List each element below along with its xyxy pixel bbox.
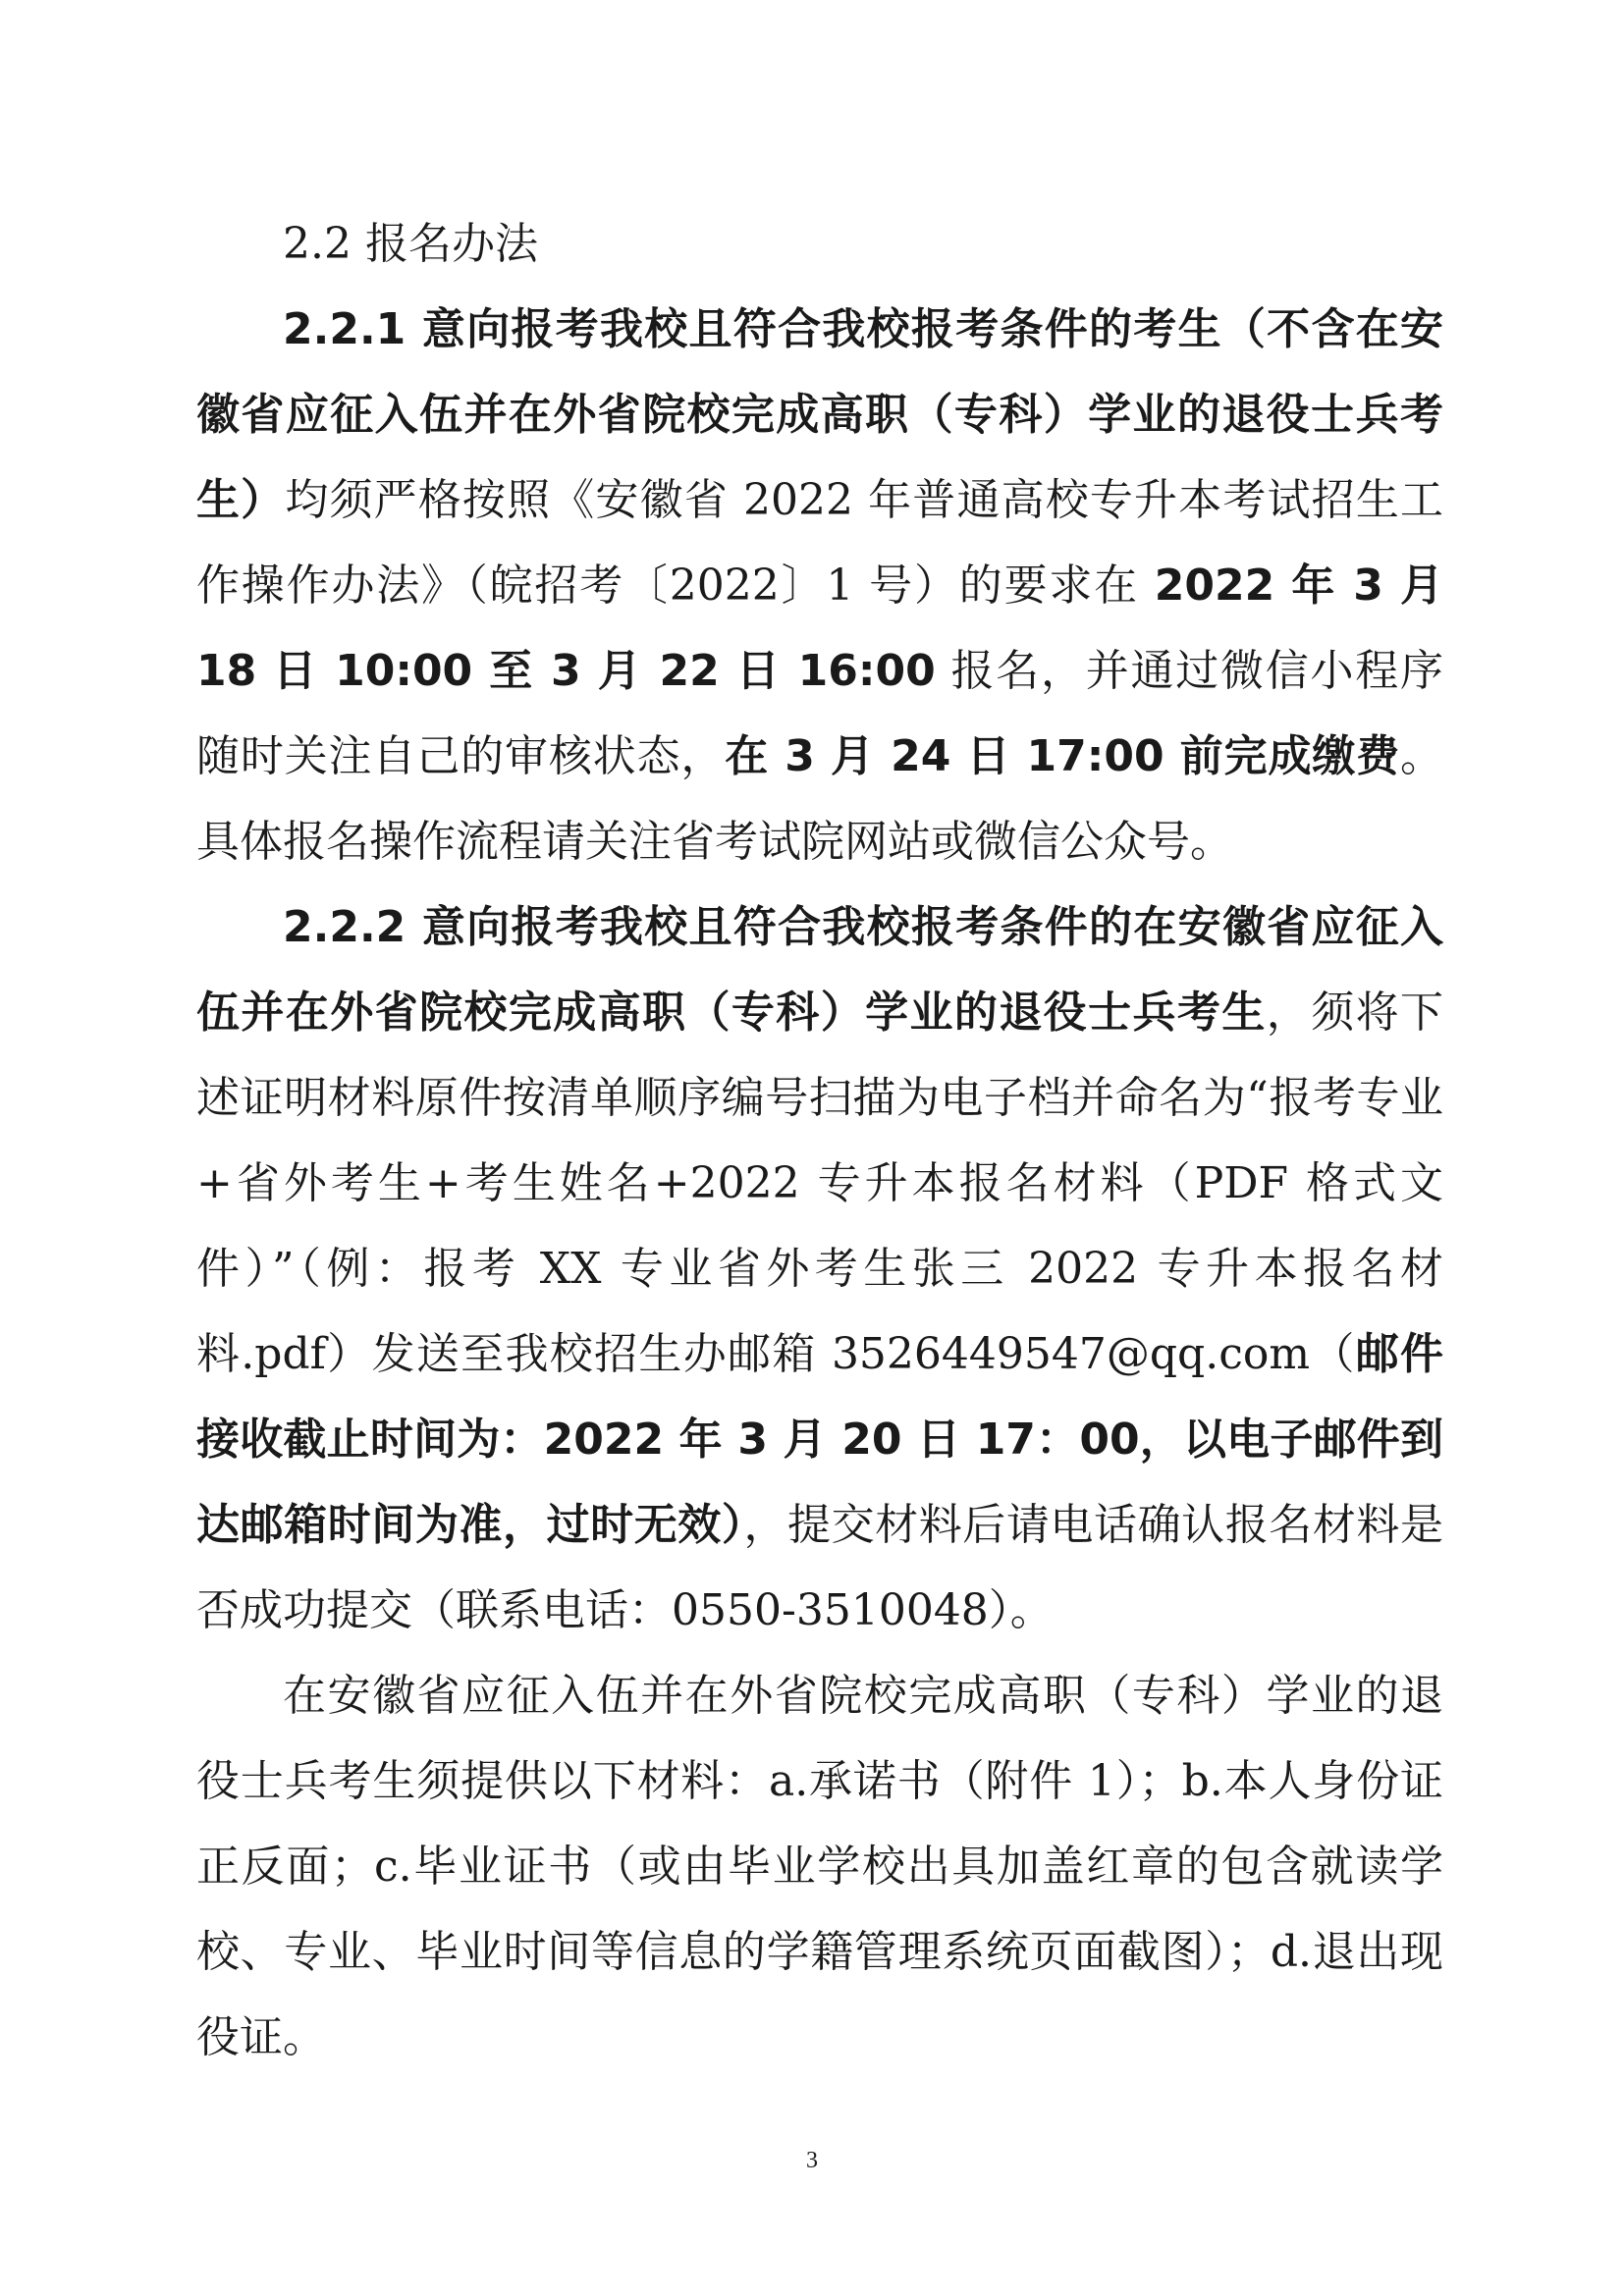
paragraph-2-2-2	[196, 884, 1443, 1653]
paragraph-2-2-1-text-2: 报名，并通过微信小程序随时关注自己的审核状态，	[196, 646, 1443, 781]
section-heading: 2.2 报名办法	[283, 219, 538, 269]
paragraph-2-2-1-text-3: 。具体报名操作流程请关注省考试院网站或微信公众号。	[196, 731, 1444, 867]
page-number: 3	[806, 2148, 818, 2173]
paragraph-2-2-1	[196, 287, 1443, 884]
registration-period: 2022 年 3 月 18 日 10:00 至 3 月 22 日 16:00	[196, 561, 1443, 696]
paragraph-materials: 在安徽省应征入伍并在外省院校完成高职（专科）学业的退役士兵考生须提供以下材料：a.承诺书（附件 1）；b.本人身份证正反面；c.毕业证书（或由毕业学校出具加盖红章的包含就读学校、专业、毕业时间等信息的学籍管理系统页面截图）；d.退出现役证。	[196, 1671, 1443, 2062]
paragraph-2-2-2-bold-intro: 2.2.2 意向报考我校且符合我校报考条件的在安徽省应征入伍并在外省院校完成高职（专科）学业的退役士兵考生	[196, 902, 1443, 1038]
document-body	[196, 201, 1443, 2080]
paragraph-2-2-2-text-2: ，提交材料后请电话确认报名材料是否成功提交（联系电话：0550-3510048）。	[196, 1500, 1444, 1635]
payment-deadline: 在 3 月 24 日 17:00 前完成缴费	[725, 731, 1401, 781]
paragraph-2-2-1-bold-intro: 2.2.1 意向报考我校且符合我校报考条件的考生（不含在安徽省应征入伍并在外省院校完成高职（专科）学业的退役士兵考生）	[196, 304, 1443, 525]
email-deadline: 邮件接收截止时间为：2022 年 3 月 20 日 17：00，以电子邮件到达邮箱时间为准，过时无效）	[196, 1329, 1443, 1550]
paragraph-2-2-2-text-1: ，须将下述证明材料原件按清单顺序编号扫描为电子档并命名为“报考专业+省外考生+考生姓名+2022 专升本报名材料（PDF 格式文件）”（例：报考 XX 专业省外考生张三 2022 专升本报名材料.pdf）发送至我校招生办邮箱 3526449547@qq.com（	[196, 988, 1444, 1379]
paragraph-2-2-1-text-1: 均须严格按照《安徽省 2022 年普通高校专升本考试招生工作操作办法》（皖招考〔2022〕1 号）的要求在	[196, 475, 1443, 611]
